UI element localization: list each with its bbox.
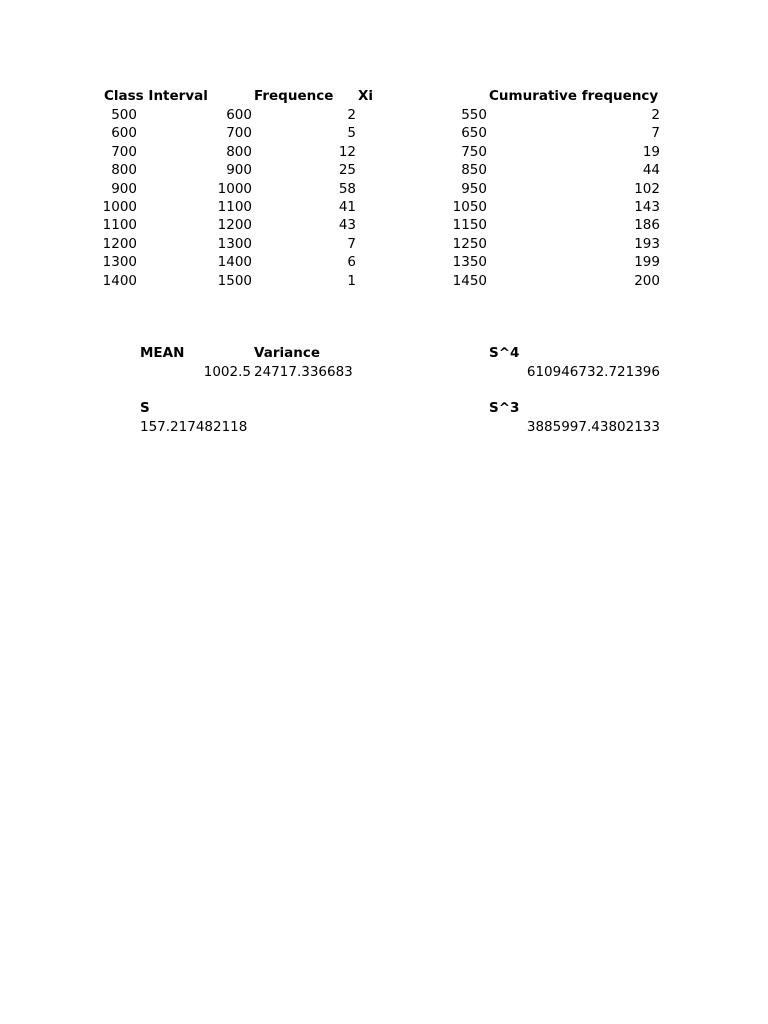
- class-interval-high-cell: 1500: [217, 272, 252, 289]
- mean-value: 1002.5: [203, 364, 251, 380]
- frequence-cell: 2: [347, 107, 356, 123]
- frequence-cell: 43: [338, 217, 356, 234]
- xi-cell: 850: [461, 162, 487, 179]
- cumulative-frequency-cell: 102: [634, 180, 660, 197]
- s-value: 157.217482118: [140, 419, 248, 435]
- cumulative-frequency-cell: 143: [634, 199, 660, 215]
- variance-value: 24717.336683: [254, 364, 353, 380]
- class-interval-low-cell: 700: [111, 143, 137, 160]
- s3-label: S^3: [489, 400, 520, 416]
- cumulative-frequency-cell: 19: [642, 143, 660, 160]
- class-interval-low-cell: 1300: [102, 254, 137, 271]
- xi-cell: 1250: [452, 235, 487, 252]
- cumulative-frequency-cell: 199: [634, 254, 660, 271]
- cumulative-frequency-cell: 186: [634, 217, 660, 234]
- frequence-cell: 7: [347, 235, 356, 252]
- xi-cell: 1350: [452, 254, 487, 271]
- class-interval-high-cell: 900: [226, 162, 252, 179]
- class-interval-high-cell: 1300: [217, 235, 252, 252]
- class-interval-high-cell: 800: [226, 143, 252, 160]
- variance-label: Variance: [254, 345, 320, 361]
- class-interval-low-cell: 500: [111, 107, 137, 123]
- xi-cell: 1450: [452, 272, 487, 289]
- xi-cell: 1150: [452, 217, 487, 234]
- class-interval-high-cell: 1200: [217, 217, 252, 234]
- xi-cell: 1050: [452, 199, 487, 215]
- header-cumulative-frequency: Cumurative frequency: [489, 88, 659, 104]
- cumulative-frequency-cell: 200: [634, 272, 660, 289]
- cumulative-frequency-cell: 7: [651, 125, 660, 142]
- frequence-cell: 12: [338, 143, 356, 160]
- frequence-cell: 1: [347, 272, 356, 289]
- class-interval-low-cell: 1000: [102, 199, 137, 215]
- frequence-cell: 6: [347, 254, 356, 271]
- s4-value: 610946732.721396: [526, 364, 660, 380]
- class-interval-low-cell: 800: [111, 162, 137, 179]
- header-frequence: Frequence: [254, 88, 334, 104]
- class-interval-low-cell: 1400: [102, 272, 137, 289]
- mean-label: MEAN: [140, 345, 185, 361]
- header-class-interval: Class Interval: [104, 88, 208, 104]
- frequence-cell: 25: [338, 162, 356, 179]
- s-label: S: [140, 400, 150, 416]
- xi-cell: 950: [461, 180, 487, 197]
- class-interval-high-cell: 1400: [217, 254, 252, 271]
- class-interval-low-cell: 1100: [102, 217, 137, 234]
- class-interval-high-cell: 1000: [217, 180, 252, 197]
- cumulative-frequency-cell: 193: [634, 235, 660, 252]
- class-interval-low-cell: 900: [111, 180, 137, 197]
- s3-value: 3885997.43802133: [526, 419, 660, 435]
- frequence-cell: 58: [338, 180, 356, 197]
- class-interval-high-cell: 700: [226, 125, 252, 142]
- header-xi: Xi: [358, 88, 374, 104]
- cumulative-frequency-cell: 2: [651, 107, 660, 123]
- frequence-cell: 5: [347, 125, 356, 142]
- class-interval-high-cell: 1100: [217, 199, 252, 215]
- class-interval-low-cell: 1200: [102, 235, 137, 252]
- class-interval-high-cell: 600: [226, 107, 252, 123]
- cumulative-frequency-cell: 44: [642, 162, 660, 179]
- class-interval-low-cell: 600: [111, 125, 137, 142]
- frequence-cell: 41: [338, 199, 356, 215]
- s4-label: S^4: [489, 345, 520, 361]
- xi-cell: 550: [461, 107, 487, 123]
- xi-cell: 750: [461, 143, 487, 160]
- xi-cell: 650: [461, 125, 487, 142]
